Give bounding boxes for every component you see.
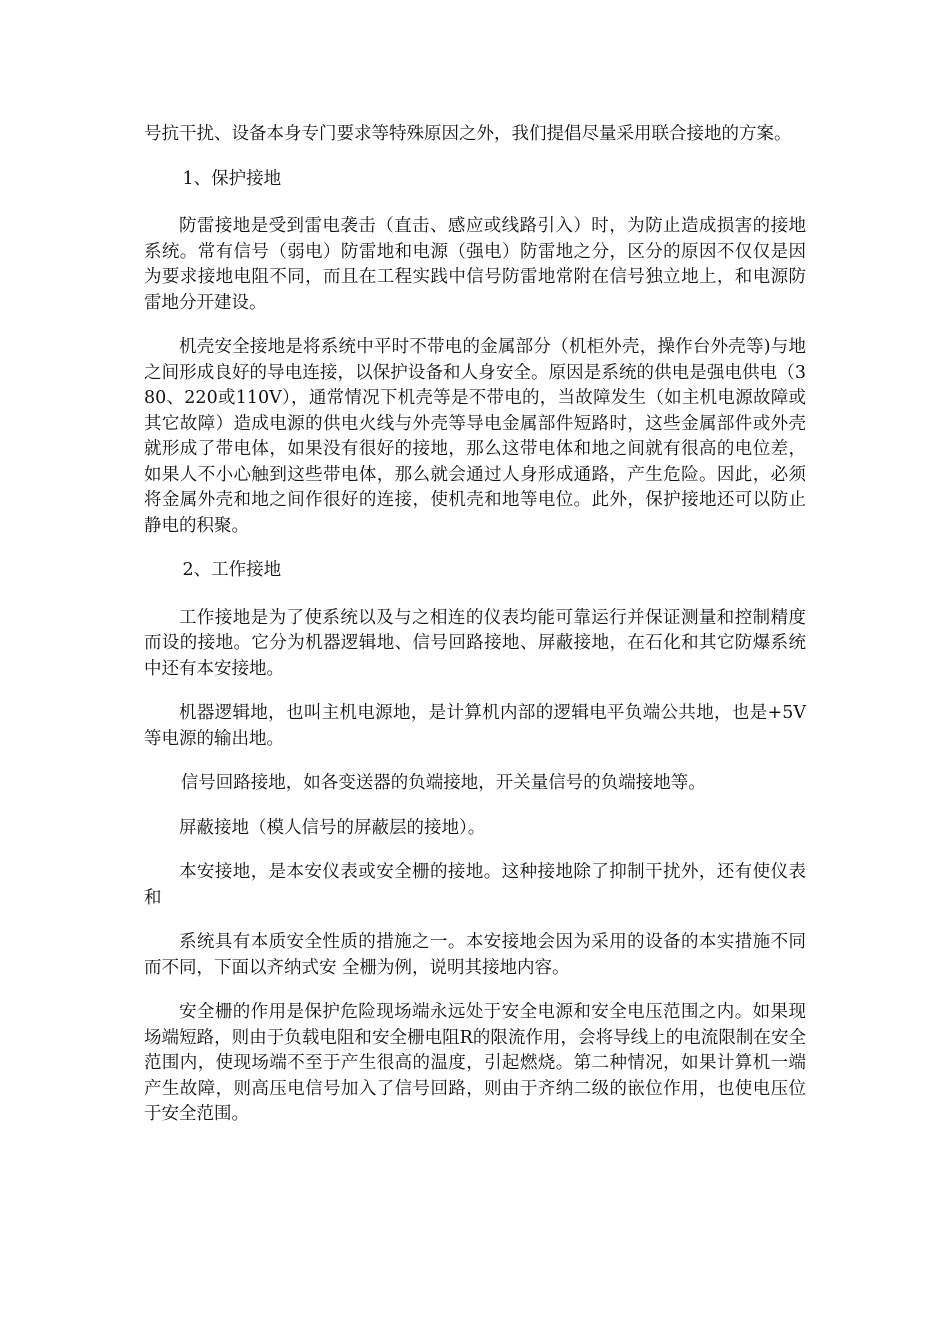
paragraph-intrinsic-safety-ground: 本安接地，是本安仪表或安全栅的接地。这种接地除了抑制干扰外，还有使仪表和 xyxy=(144,862,806,908)
paragraph-intrinsic-safety-continued: 系统具有本质安全性质的措施之一。本安接地会因为采用的设备的本实措施不同而不同，下面以齐纳式安 全栅为例，说明其接地内容。 xyxy=(144,932,806,978)
document-body xyxy=(144,122,806,1147)
paragraph-logic-ground: 机器逻辑地，也叫主机电源地，是计算机内部的逻辑电平负端公共地，也是+5V等电源的输出地。 xyxy=(144,703,806,749)
section-heading-protective-grounding: 1、保护接地 xyxy=(182,168,282,189)
section-heading-working-grounding: 2、工作接地 xyxy=(182,560,282,580)
paragraph-safety-barrier: 安全栅的作用是保护危险现场端永远处于安全电源和安全电压范围之内。如果现场端短路，则由于负载电阻和安全栅电阻R的限流作用，会将导线上的电流限制在安全范围内，使现场端不至于产生很高的温度，引起燃烧。第二种情况，如果计算机一端产生故障，则高压电信号加入了信号回路，则由于齐纳二级的嵌位作用，也使电压位于安全范围。 xyxy=(144,1002,806,1124)
paragraph-shield-ground: 屏蔽接地（模人信号的屏蔽层的接地）。 xyxy=(179,817,486,838)
paragraph-intro-continuation: 号抗干扰、设备本身专门要求等特殊原因之外，我们提倡尽量采用联合接地的方案。 xyxy=(144,124,792,144)
paragraph-working-grounding: 工作接地是为了使系统以及与之相连的仪表均能可靠运行并保证测量和控制精度而设的接地。它分为机器逻辑地、信号回路接地、屏蔽接地，在石化和其它防爆系统中还有本安接地。 xyxy=(144,607,806,679)
paragraph-lightning-grounding: 防雷接地是受到雷电袭击（直击、感应或线路引入）时，为防止造成损害的接地系统。常有信号（弱电）防雷地和电源（强电）防雷地之分，区分的原因不仅仅是因为要求接地电阻不同，而且在工程实践中信号防雷地常附在信号独立地上，和电源防雷地分开建设。 xyxy=(144,216,806,313)
paragraph-signal-loop-ground: 信号回路接地，如各变送器的负端接地，开关量信号的负端接地等。 xyxy=(180,773,706,793)
paragraph-chassis-safety-grounding: 机壳安全接地是将系统中平时不带电的金属部分（机柜外壳，操作台外壳等)与地之间形成良好的导电连接，以保护设备和人身安全。原因是系统的供电是强电供电（380、220或110V），通常情况下机壳等是不带电的，当故障发生（如主机电源故障或其它故障）造成电源的供电火线与外壳等导电金属部件短路时，这些金属部件或外壳就形成了带电体，如果没有很好的接地，那么这带电体和地之间就有很高的电位差，如果人不小心触到这些带电体，那么就会通过人身形成通路，产生危险。因此，必须将金属外壳和地之间作很好的连接，使机壳和地等电位。此外，保护接地还可以防止静电的积聚。 xyxy=(144,337,806,536)
